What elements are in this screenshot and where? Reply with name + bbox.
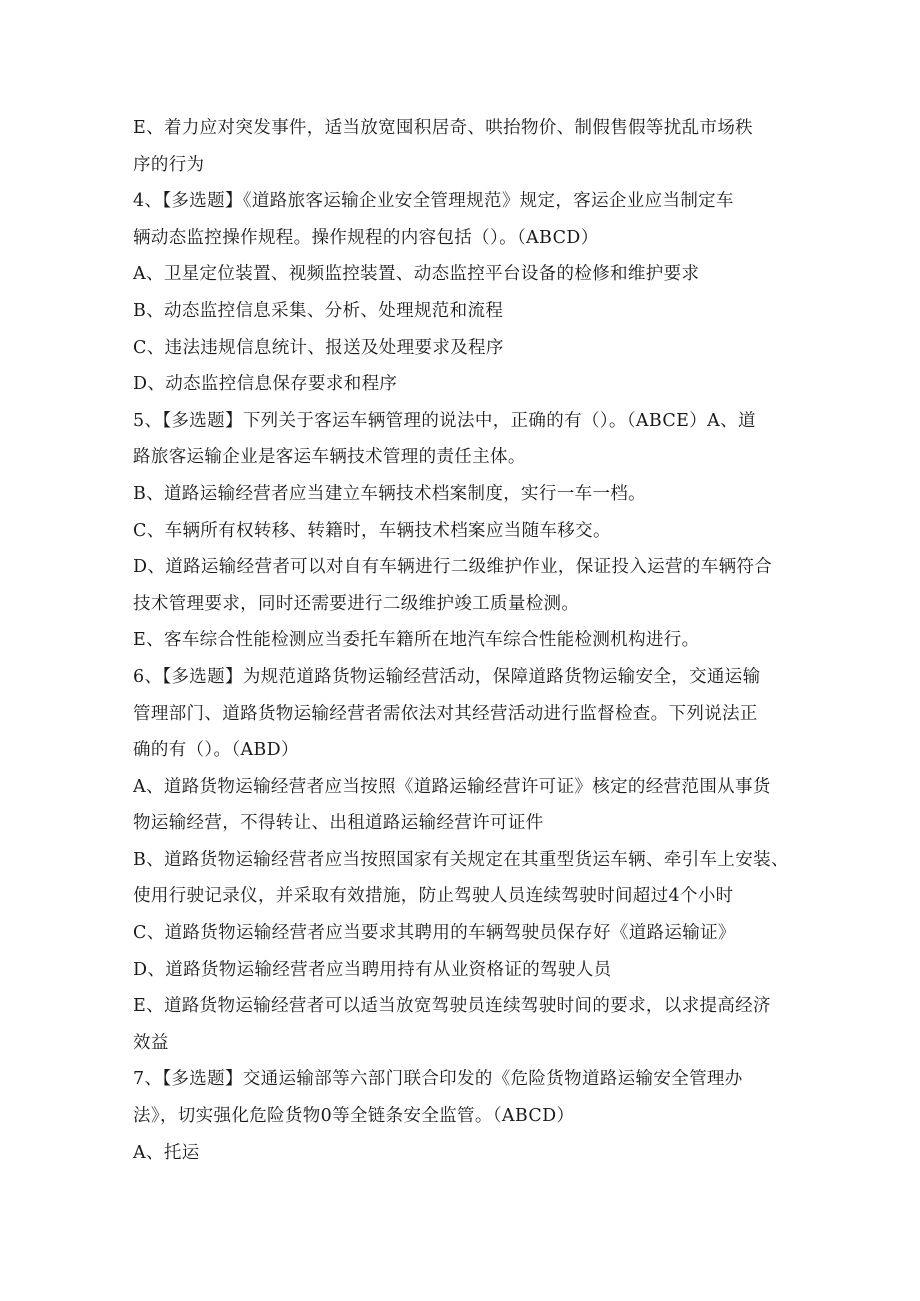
option-line: D、动态监控信息保存要求和程序 (133, 374, 398, 395)
text-line: E、着力应对突发事件，适当放宽囤积居奇、哄抬物价、制假售假等扰乱市场秩 (133, 118, 754, 138)
option-line: A、道路货物运输经营者应当按照《道路运输经营许可证》核定的经营范围从事货 (133, 776, 771, 797)
question-5-line: 5、【多选题】下列关于客运车辆管理的说法中，正确的有（）。（ABCE）A、道 (133, 410, 756, 431)
text-line: 物运输经营，不得转让、出租道路运输经营许可证件 (133, 813, 544, 834)
option-line: C、车辆所有权转移、转籍时，车辆技术档案应当随车移交。 (133, 520, 611, 541)
option-line: A、托运 (133, 1142, 200, 1163)
text-line: 使用行驶记录仪，并采取有效措施，防止驾驶人员连续驾驶时间超过4个小时 (133, 886, 734, 907)
question-4-line: 4、【多选题】《道路旅客运输企业安全管理规范》规定，客运企业应当制定车 (133, 191, 734, 212)
text-line: 辆动态监控操作规程。操作规程的内容包括（）。（ABCD） (133, 227, 599, 248)
option-line: B、道路运输经营者应当建立车辆技术档案制度，实行一车一档。 (133, 483, 647, 504)
option-line: D、道路运输经营者可以对自有车辆进行二级维护作业，保证投入运营的车辆符合 (133, 557, 773, 578)
text-line: 技术管理要求，同时还需要进行二级维护竣工质量检测。 (133, 593, 580, 614)
option-line: A、卫星定位装置、视频监控装置、动态监控平台设备的检修和维护要求 (133, 264, 700, 285)
text-line: 路旅客运输企业是客运车辆技术管理的责任主体。 (133, 447, 526, 468)
option-line: C、违法违规信息统计、报送及处理要求及程序 (133, 337, 504, 358)
text-line: 确的有（）。（ABD） (133, 740, 299, 761)
text-line: 法》，切实强化危险货物0等全链条安全监管。（ABCD） (133, 1106, 575, 1127)
option-line: C、道路货物运输经营者应当要求其聘用的车辆驾驶员保存好《道路运输证》 (133, 923, 736, 944)
option-line: B、动态监控信息采集、分析、处理规范和流程 (133, 300, 504, 321)
text-line: 管理部门、道路货物运输经营者需依法对其经营活动进行监督检查。下列说法正 (133, 703, 758, 724)
option-line: D、道路货物运输经营者应当聘用持有从业资格证的驾驶人员 (133, 959, 612, 980)
question-6-line: 6、【多选题】为规范道路货物运输经营活动，保障道路货物运输安全，交通运输 (133, 666, 761, 687)
text-line: 效益 (133, 1032, 169, 1053)
document-body (133, 110, 793, 1171)
question-7-line: 7、【多选题】交通运输部等六部门联合印发的《危险货物道路运输安全管理办 (133, 1069, 743, 1090)
option-line: E、客车综合性能检测应当委托车籍所在地汽车综合性能检测机构进行。 (133, 630, 700, 651)
option-line: E、道路货物运输经营者可以适当放宽驾驶员连续驾驶时间的要求，以求提高经济 (133, 996, 771, 1017)
option-line: B、道路货物运输经营者应当按照国家有关规定在其重型货运车辆、牵引车上安装、 (133, 849, 789, 870)
text-line: 序的行为 (133, 154, 205, 175)
